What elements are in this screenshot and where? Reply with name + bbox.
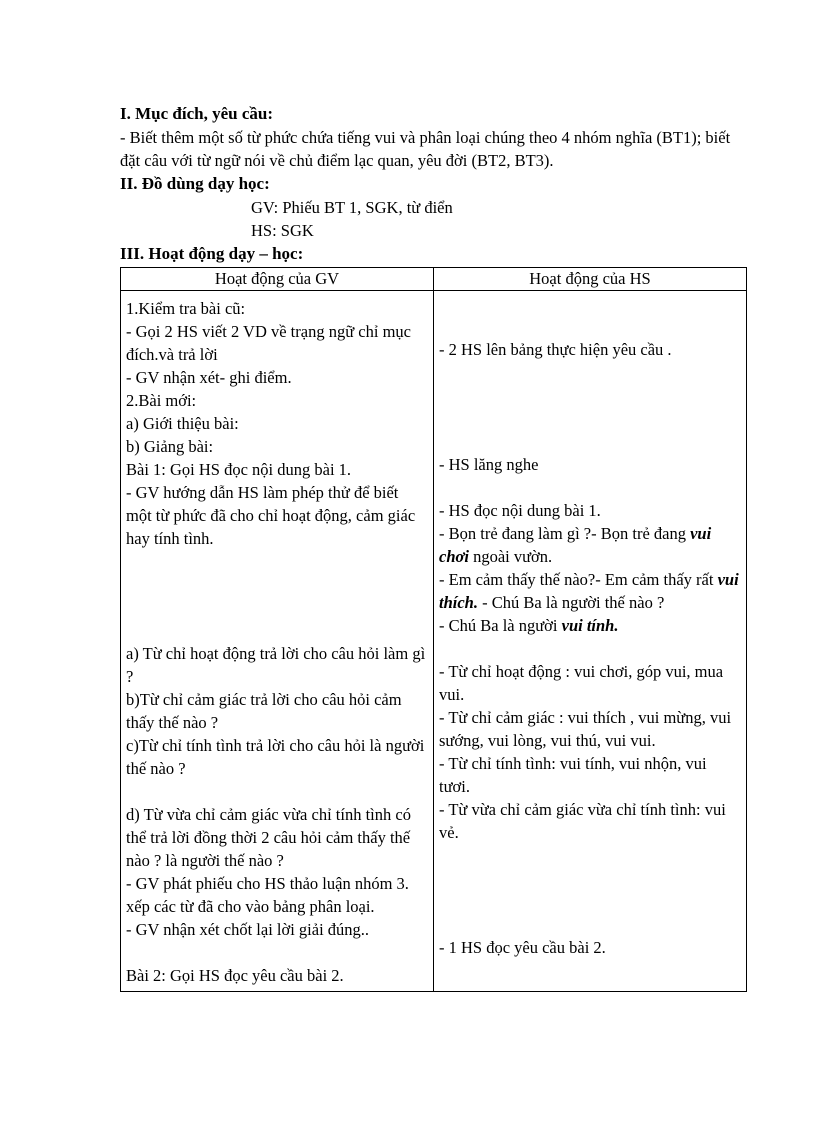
column-header-gv: Hoạt động của GV (121, 268, 434, 291)
hs-text: - Em cảm thấy thế nào?- Em cảm thấy rất (439, 570, 718, 589)
hs-keyword: vui chơi (439, 524, 712, 566)
student-activities-cell (434, 291, 747, 992)
hs-line: - Từ chỉ hoạt động : vui chơi, góp vui, mua vui. (439, 662, 724, 704)
hs-line: - Từ chỉ cảm giác : vui thích , vui mừng, vui sướng, vui lòng, vui thú, vui vui. (439, 708, 732, 750)
gv-line: 2.Bài mới: (126, 391, 197, 410)
gv-line: - Gọi 2 HS viết 2 VD về trạng ngữ chỉ mục đích.và trả lời (126, 322, 411, 364)
hs-line: - 1 HS đọc yêu cầu bài 2. (439, 938, 606, 957)
materials-hs: HS: SGK (251, 221, 314, 240)
section-1-heading: I. Mục đích, yêu cầu: (120, 104, 273, 123)
gv-line: b) Giảng bài: (126, 437, 214, 456)
hs-text: ngoài vườn. (468, 547, 553, 566)
gv-line: - GV phát phiếu cho HS thảo luận nhóm 3. xếp các từ đã cho vào bảng phân loại. (126, 874, 409, 916)
section-2-heading: II. Đồ dùng dạy học: (120, 174, 270, 193)
activities-table (120, 267, 747, 992)
table-header-row (121, 268, 747, 291)
hs-line (439, 568, 741, 614)
hs-text: - Chú Ba là người (439, 616, 562, 635)
gv-line: a) Từ chỉ hoạt động trả lời cho câu hỏi làm gì ? (126, 644, 426, 686)
gv-line: a) Giới thiệu bài: (126, 414, 239, 433)
hs-keyword: vui tính. (561, 616, 619, 635)
gv-line: - GV nhận xét chốt lại lời giải đúng.. (126, 920, 370, 939)
table-row (121, 291, 747, 992)
hs-line: - Từ chỉ tính tình: vui tính, vui nhộn, vui tươi. (439, 754, 707, 796)
hs-text: - Bọn trẻ đang làm gì ?- Bọn trẻ đang (439, 524, 691, 543)
hs-line: - Từ vừa chỉ cảm giác vừa chỉ tính tình: vui vẻ. (439, 800, 726, 842)
gv-line: - GV hướng dẫn HS làm phép thử để biết một từ phức đã cho chỉ hoạt động, cảm giác hay tính tình. (126, 483, 416, 548)
hs-line (439, 522, 741, 568)
hs-line: - 2 HS lên bảng thực hiện yêu cầu . (439, 340, 672, 359)
hs-line: - HS đọc nội dung bài 1. (439, 501, 601, 520)
section-3-heading: III. Hoạt động dạy – học: (120, 244, 304, 263)
lesson-plan-page (120, 102, 746, 992)
gv-line: b)Từ chỉ cảm giác trả lời cho câu hỏi cảm thấy thế nào ? (126, 690, 402, 732)
objective-text: - Biết thêm một số từ phức chứa tiếng vui và phân loại chúng theo 4 nhóm nghĩa (BT1); biết đặt câu với từ ngữ nói về chủ điểm lạc quan, yêu đời (BT2, BT3). (120, 128, 731, 170)
gv-line: - GV nhận xét- ghi điểm. (126, 368, 292, 387)
hs-text: - Chú Ba là người thế nào ? (477, 593, 665, 612)
materials-gv: GV: Phiếu BT 1, SGK, từ điển (251, 198, 453, 217)
gv-line: Bài 1: Gọi HS đọc nội dung bài 1. (126, 460, 352, 479)
gv-line: d) Từ vừa chỉ cảm giác vừa chỉ tính tình có thể trả lời đồng thời 2 câu hỏi cảm thấy thế nào ? là người thế nào ? (126, 805, 411, 870)
hs-line: - HS lăng nghe (439, 455, 539, 474)
gv-line: Bài 2: Gọi HS đọc yêu cầu bài 2. (126, 966, 344, 985)
column-header-hs: Hoạt động của HS (434, 268, 747, 291)
hs-line (439, 614, 741, 637)
teacher-activities-cell (121, 291, 434, 992)
hs-keyword: vui thích. (439, 570, 739, 612)
gv-line: 1.Kiểm tra bài cũ: (126, 299, 246, 318)
gv-line: c)Từ chỉ tính tình trả lời cho câu hỏi là người thế nào ? (126, 736, 425, 778)
